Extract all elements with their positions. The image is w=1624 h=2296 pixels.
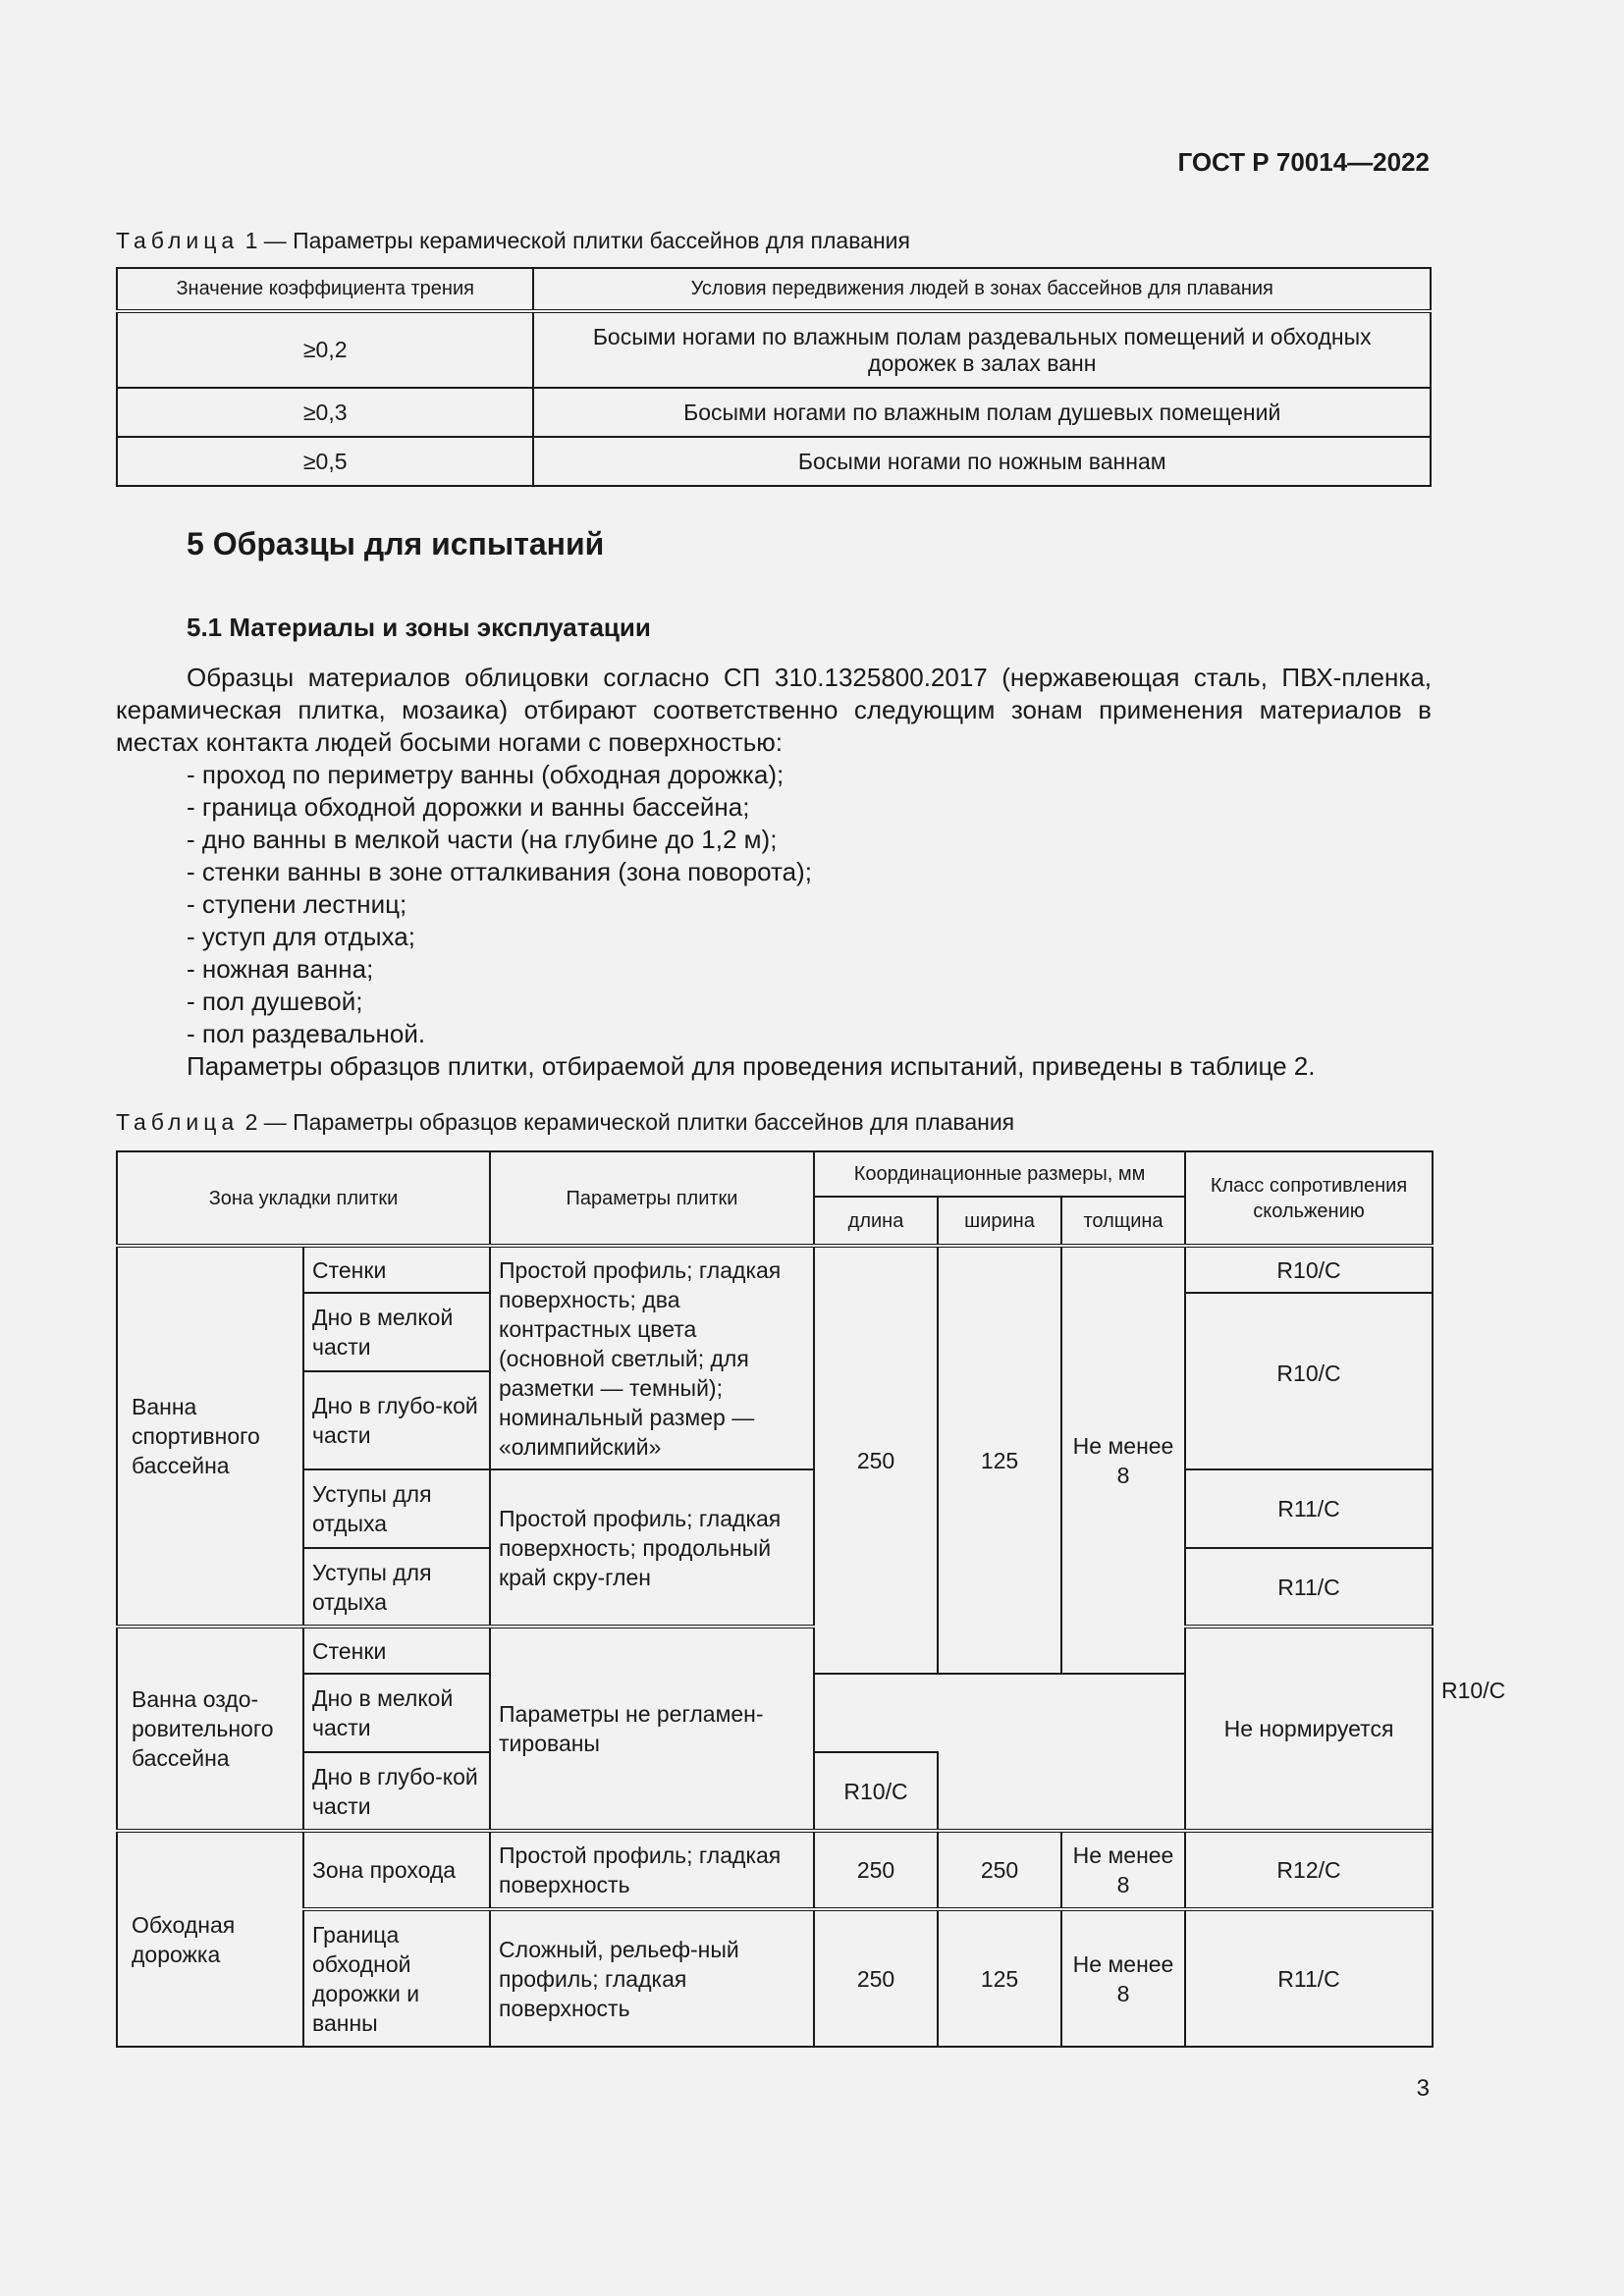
section-intro: Образцы материалов облицовки согласно СП 310.1325800.2017 (нержавеющая сталь, ПВХ-пленка, керамическая плитка, мозаика) отбирают соответственно следующим зонам применения материалов в местах контакта людей босыми ногами с поверхностью:: [116, 663, 1432, 757]
dimensions-not-normed: Не нормируется: [1185, 1627, 1433, 1831]
class-value: R12/C: [1185, 1831, 1433, 1909]
table1: [116, 267, 1432, 487]
table2: [116, 1150, 1506, 2048]
length-value: 250: [814, 1909, 938, 2047]
thickness-value: Не менее 8: [1061, 1246, 1185, 1674]
table1-caption-text: 1 — Параметры керамической плитки бассейнов для плавания: [244, 228, 910, 253]
class-value: R11/C: [1185, 1548, 1433, 1627]
subzone-deep: Дно в глубо-кой части: [303, 1371, 490, 1469]
thickness-value: Не менее 8: [1061, 1909, 1185, 2047]
list-item: - ступени лестниц;: [187, 889, 407, 919]
section-title: 5 Образцы для испытаний: [187, 526, 605, 561]
subzone-shallow: Дно в мелкой части: [303, 1674, 490, 1752]
list-item: - ножная ванна;: [187, 954, 374, 984]
params-not-regulated: Параметры не регламен-тированы: [490, 1627, 814, 1831]
subzone-border: Граница обходной дорожки и ванны: [303, 1909, 490, 2047]
table2-header-thickness: толщина: [1061, 1197, 1185, 1246]
table-row: [117, 1831, 1433, 1909]
width-value: 125: [938, 1246, 1061, 1674]
table-row: [117, 388, 1431, 437]
length-value: 250: [814, 1831, 938, 1909]
subzone-walls: Стенки: [303, 1627, 490, 1674]
table1-cell: Босыми ногами по влажным полам раздевальных помещений и обходных дорожек в залах ванн: [533, 311, 1431, 388]
section-outro: Параметры образцов плитки, отбираемой для проведения испытаний, приведены в таблице 2.: [187, 1051, 1316, 1081]
table1-cell: Босыми ногами по влажным полам душевых помещений: [533, 388, 1431, 437]
table-row: Ванна оздо-ровительного бассейна Стенки Параметры не регламен-тированы Не нормируется R10/C: [117, 1627, 1433, 1674]
params-simple: Простой профиль; гладкая поверхность: [490, 1831, 814, 1909]
zone-walkway: Обходная дорожка: [117, 1831, 303, 2047]
subzone-ledges: Уступы для отдыха: [303, 1469, 490, 1548]
width-value: 250: [938, 1831, 1061, 1909]
table2-caption-text: 2 — Параметры образцов керамической плитки бассейнов для плавания: [244, 1109, 1015, 1135]
length-value: 250: [814, 1246, 938, 1674]
table-row: [117, 311, 1431, 388]
table2-header-length: длина: [814, 1197, 938, 1246]
class-value: R11/C: [1185, 1469, 1433, 1548]
zone-health-pool: Ванна оздо-ровительного бассейна: [117, 1627, 303, 1831]
subsection-title: 5.1 Материалы и зоны эксплуатации: [187, 613, 651, 642]
table2-header-class: Класс сопротивления скольжению: [1185, 1151, 1433, 1246]
page-number: 3: [1416, 2075, 1430, 2102]
params-simple-rounded: Простой профиль; гладкая поверхность; продольный край скру-глен: [490, 1469, 814, 1627]
table1-caption-word: Таблица: [116, 228, 240, 253]
table2-caption-word: Таблица: [116, 1109, 240, 1135]
subzone-ledges: Уступы для отдыха: [303, 1548, 490, 1627]
table1-header-conditions: Условия передвижения людей в зонах бассейнов для плавания: [533, 268, 1431, 311]
table1-cell: Босыми ногами по ножным ваннам: [533, 437, 1431, 486]
list-item: - пол душевой;: [187, 987, 363, 1016]
subzone-deep: Дно в глубо-кой части: [303, 1752, 490, 1831]
list-item: - уступ для отдыха;: [187, 922, 415, 951]
table1-caption: [116, 228, 910, 254]
subzone-walls: Стенки: [303, 1246, 490, 1293]
list-item: - пол раздевальной.: [187, 1019, 426, 1048]
table1-header-friction: Значение коэффициента трения: [117, 268, 533, 311]
subzone-pass: Зона прохода: [303, 1831, 490, 1909]
thickness-value: Не менее 8: [1061, 1831, 1185, 1909]
table-row: [117, 437, 1431, 486]
table1-cell: ≥0,5: [117, 437, 533, 486]
zone-sport-pool: Ванна спортивного бассейна: [117, 1246, 303, 1627]
table1-cell: ≥0,3: [117, 388, 533, 437]
table2-header-coord: Координационные размеры, мм: [814, 1151, 1185, 1197]
subzone-shallow: Дно в мелкой части: [303, 1293, 490, 1371]
list-item: - дно ванны в мелкой части (на глубине до 1,2 м);: [187, 825, 778, 854]
width-value: 125: [938, 1909, 1061, 2047]
params-simple-two-colors: Простой профиль; гладкая поверхность; два контрастных цвета (основной светлый; для разметки — темный); номинальный размер — «олимпийский»: [490, 1246, 814, 1469]
class-value: R10/C: [1185, 1246, 1433, 1293]
table2-header-width: ширина: [938, 1197, 1061, 1246]
params-complex: Сложный, рельеф-ный профиль; гладкая поверхность: [490, 1909, 814, 2047]
table1-cell: ≥0,2: [117, 311, 533, 388]
list-item: - граница обходной дорожки и ванны бассейна;: [187, 792, 750, 822]
table2-header-params: Параметры плитки: [490, 1151, 814, 1246]
class-value: R10/C: [814, 1752, 938, 1831]
class-value: R10/C: [1185, 1293, 1433, 1469]
table2-header-zone: Зона укладки плитки: [117, 1151, 490, 1246]
table2-caption: [116, 1109, 1014, 1136]
list-item: - стенки ванны в зоне отталкивания (зона поворота);: [187, 857, 812, 886]
list-item: - проход по периметру ванны (обходная дорожка);: [187, 760, 785, 789]
table-row: [117, 1469, 1433, 1548]
table-row: [117, 1909, 1433, 2047]
class-value: R11/C: [1185, 1909, 1433, 2047]
document-id: ГОСТ Р 70014—2022: [1177, 147, 1430, 177]
table-row: [117, 1246, 1433, 1293]
